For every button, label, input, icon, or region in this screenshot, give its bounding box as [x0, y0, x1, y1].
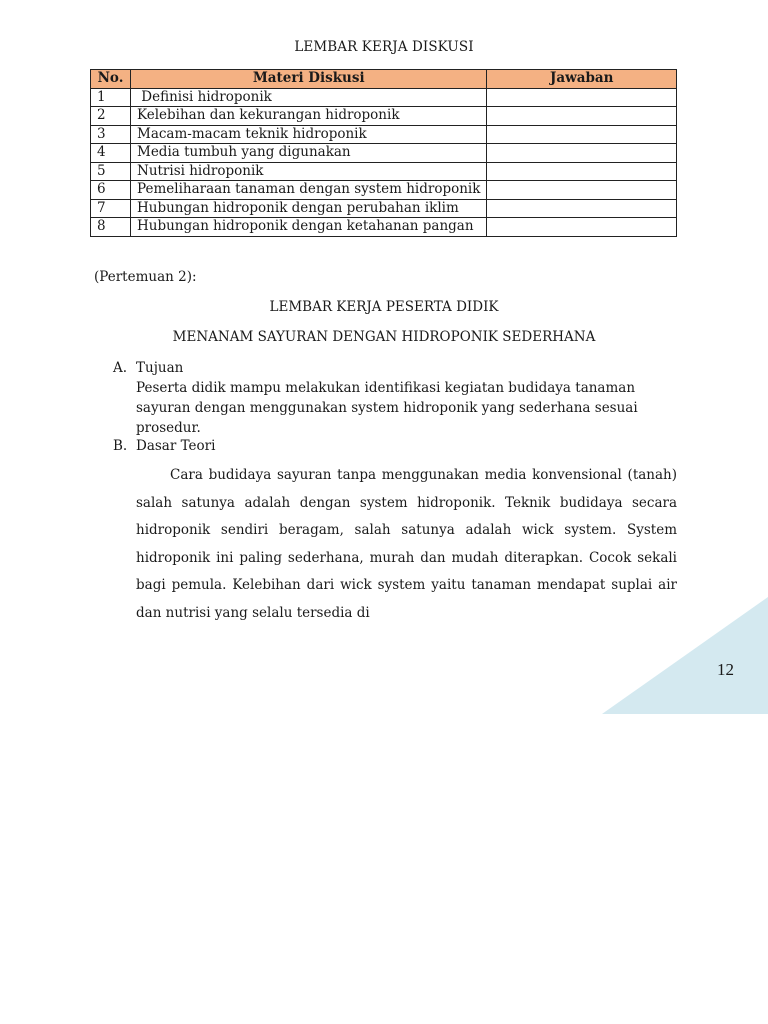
- table-row: [91, 199, 677, 218]
- section-a-label: A.: [113, 360, 128, 376]
- table-row: [91, 88, 677, 107]
- row-jawaban: [487, 218, 677, 237]
- table-row: [91, 162, 677, 181]
- table-row: [91, 218, 677, 237]
- row-materi: Hubungan hidroponik dengan ketahanan pangan: [131, 218, 487, 237]
- row-jawaban: [487, 199, 677, 218]
- section-b-title: Dasar Teori: [136, 438, 216, 454]
- row-jawaban: [487, 162, 677, 181]
- lkpd-subtitle: MENANAM SAYURAN DENGAN HIDROPONIK SEDERHANA: [172, 329, 596, 345]
- row-number: 6: [91, 181, 131, 200]
- row-number: 1: [91, 88, 131, 107]
- row-materi: Media tumbuh yang digunakan: [131, 144, 487, 163]
- row-number: 2: [91, 107, 131, 126]
- section-a-text: Peserta didik mampu melakukan identifikasi kegiatan budidaya tanaman sayuran dengan menggunakan system hidroponik yang sederhana sesuai prosedur.: [136, 380, 638, 436]
- header-no: No.: [91, 70, 131, 89]
- section-b-label: B.: [113, 438, 128, 454]
- section-a-title: Tujuan: [136, 360, 184, 376]
- discussion-table: [90, 69, 677, 237]
- worksheet-title: LEMBAR KERJA DISKUSI: [294, 39, 474, 55]
- page-number: 12: [717, 660, 734, 679]
- section-b-text: Cara budidaya sayuran tanpa menggunakan media konvensional (tanah) salah satunya adalah dengan system hidroponik. Teknik budidaya secara hidroponik sendiri beragam, salah satunya adalah wick system. System hidroponik ini paling sederhana, murah dan mudah diterapkan. Cocok sekali bagi pemula. Kelebihan dari wick system yaitu tanaman mendapat suplai air dan nutrisi yang selalu tersedia di: [136, 467, 677, 621]
- row-materi: Kelebihan dan kekurangan hidroponik: [131, 107, 487, 126]
- row-jawaban: [487, 144, 677, 163]
- row-materi: Hubungan hidroponik dengan perubahan iklim: [131, 199, 487, 218]
- decorative-triangle: [602, 597, 768, 714]
- row-number: 7: [91, 199, 131, 218]
- table-row: [91, 144, 677, 163]
- row-materi: Nutrisi hidroponik: [131, 162, 487, 181]
- table-row: [91, 125, 677, 144]
- row-number: 5: [91, 162, 131, 181]
- row-jawaban: [487, 181, 677, 200]
- row-number: 4: [91, 144, 131, 163]
- row-materi: Macam-macam teknik hidroponik: [131, 125, 487, 144]
- header-jawaban: Jawaban: [487, 70, 677, 89]
- row-number: 3: [91, 125, 131, 144]
- lkpd-title: LEMBAR KERJA PESERTA DIDIK: [269, 299, 499, 315]
- row-jawaban: [487, 88, 677, 107]
- row-materi: Pemeliharaan tanaman dengan system hidroponik: [131, 181, 487, 200]
- row-jawaban: [487, 107, 677, 126]
- row-number: 8: [91, 218, 131, 237]
- row-jawaban: [487, 125, 677, 144]
- table-row: [91, 107, 677, 126]
- table-header-row: [91, 70, 677, 89]
- row-materi: Definisi hidroponik: [131, 88, 487, 107]
- meeting-label: (Pertemuan 2):: [94, 269, 197, 285]
- table-row: [91, 181, 677, 200]
- header-materi: Materi Diskusi: [131, 70, 487, 89]
